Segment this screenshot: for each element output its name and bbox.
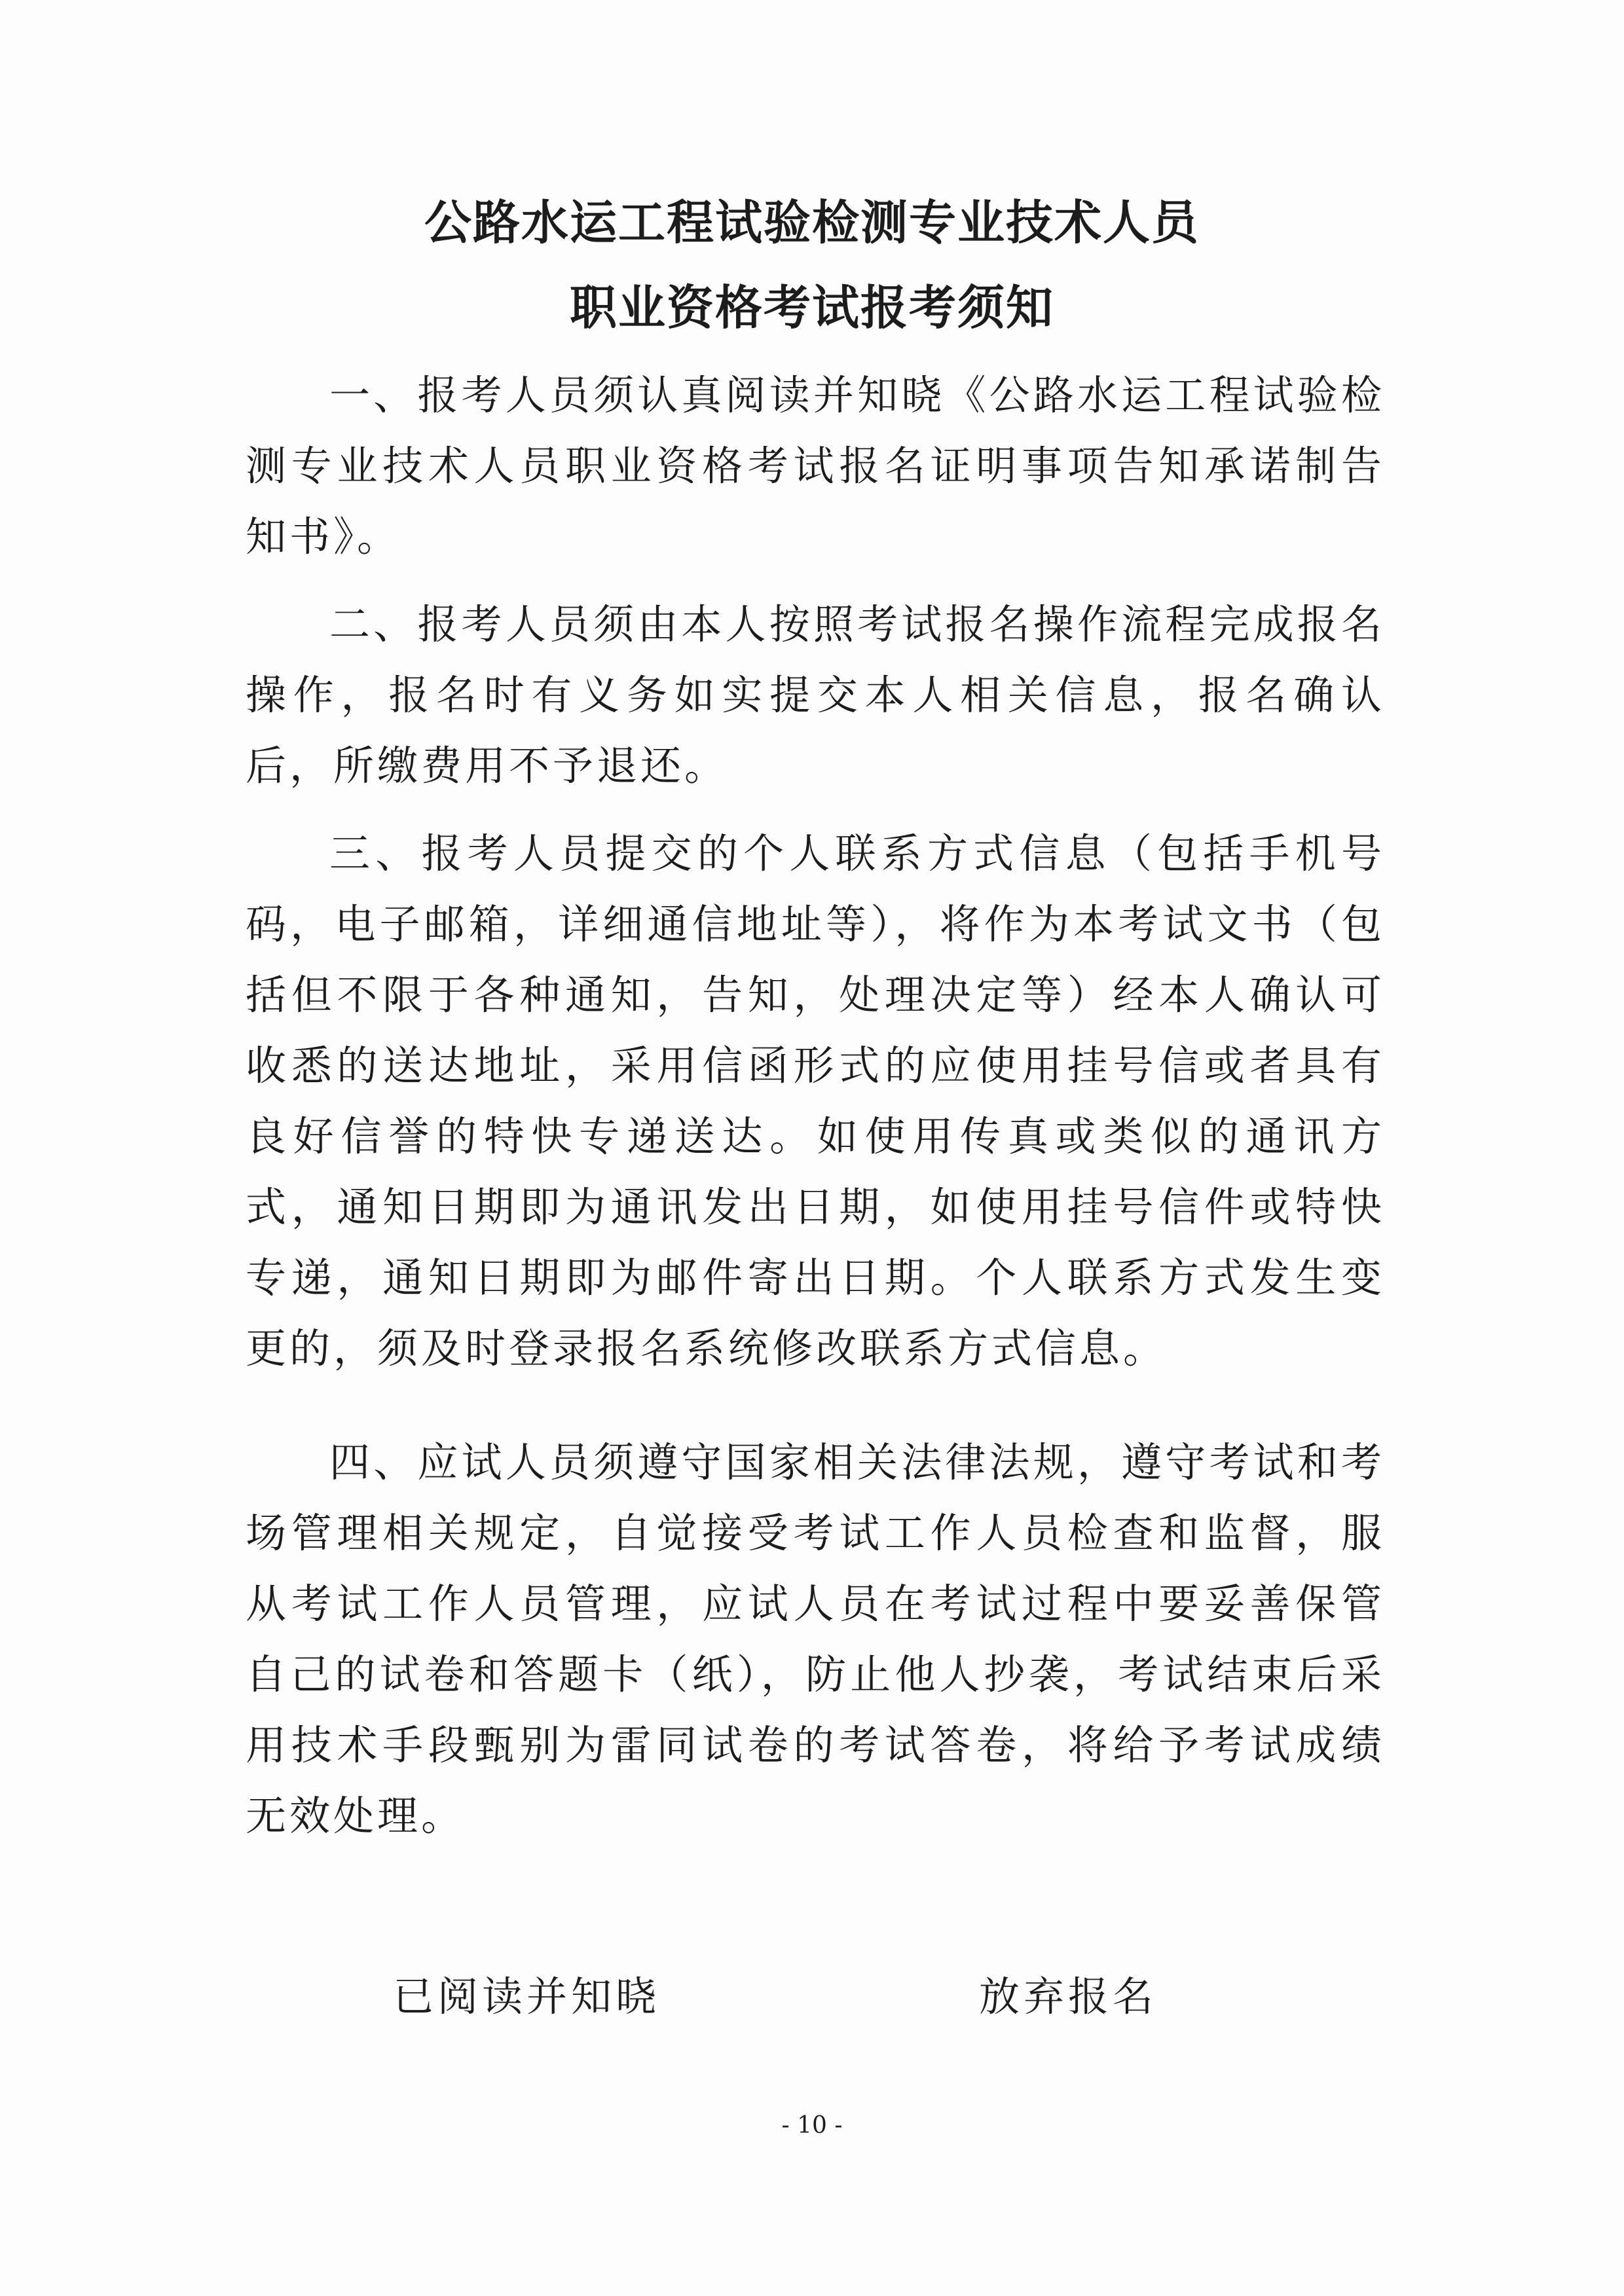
page-number: - 10 - [781, 2112, 843, 2139]
page-subtitle: 职业资格考试报考须知 [569, 280, 1054, 335]
abandon-registration-button[interactable]: 放弃报名 [979, 1973, 1158, 2020]
notice-paragraph-4: 四、应试人员须遵守国家相关法律法规，遵守考试和考场管理相关规定，自觉接受考试工作人员检查和监督，服从考试工作人员管理，应试人员在考试过程中要妥善保管自己的试卷和答题卡（纸），防止他人抄袭，考试结束后采用技术手段甄别为雷同试卷的考试答卷，将给予考试成绩无效处理。 [246, 1438, 1385, 1840]
notice-paragraph-1: 一、报考人员须认真阅读并知晓《公路水运工程试验检测专业技术人员职业资格考试报名证明事项告知承诺制告知书》。 [246, 371, 1385, 560]
read-and-acknowledge-button[interactable]: 已阅读并知晓 [393, 1973, 661, 2020]
notice-paragraph-3: 三、报考人员提交的个人联系方式信息（包括手机号码，电子邮箱，详细通信地址等），将作为本考试文书（包括但不限于各种通知，告知，处理决定等）经本人确认可收悉的送达地址，采用信函形式的应使用挂号信或者具有良好信誉的特快专递送达。如使用传真或类似的通讯方式，通知日期即为通讯发出日期，如使用挂号信件或特快专递，通知日期即为邮件寄出日期。个人联系方式发生变更的，须及时登录报名系统修改联系方式信息。 [246, 829, 1385, 1372]
notice-paragraph-2: 二、报考人员须由本人按照考试报名操作流程完成报名操作，报名时有义务如实提交本人相关信息，报名确认后，所缴费用不予退还。 [246, 600, 1385, 790]
page-title: 公路水运工程试验检测专业技术人员 [424, 195, 1200, 250]
